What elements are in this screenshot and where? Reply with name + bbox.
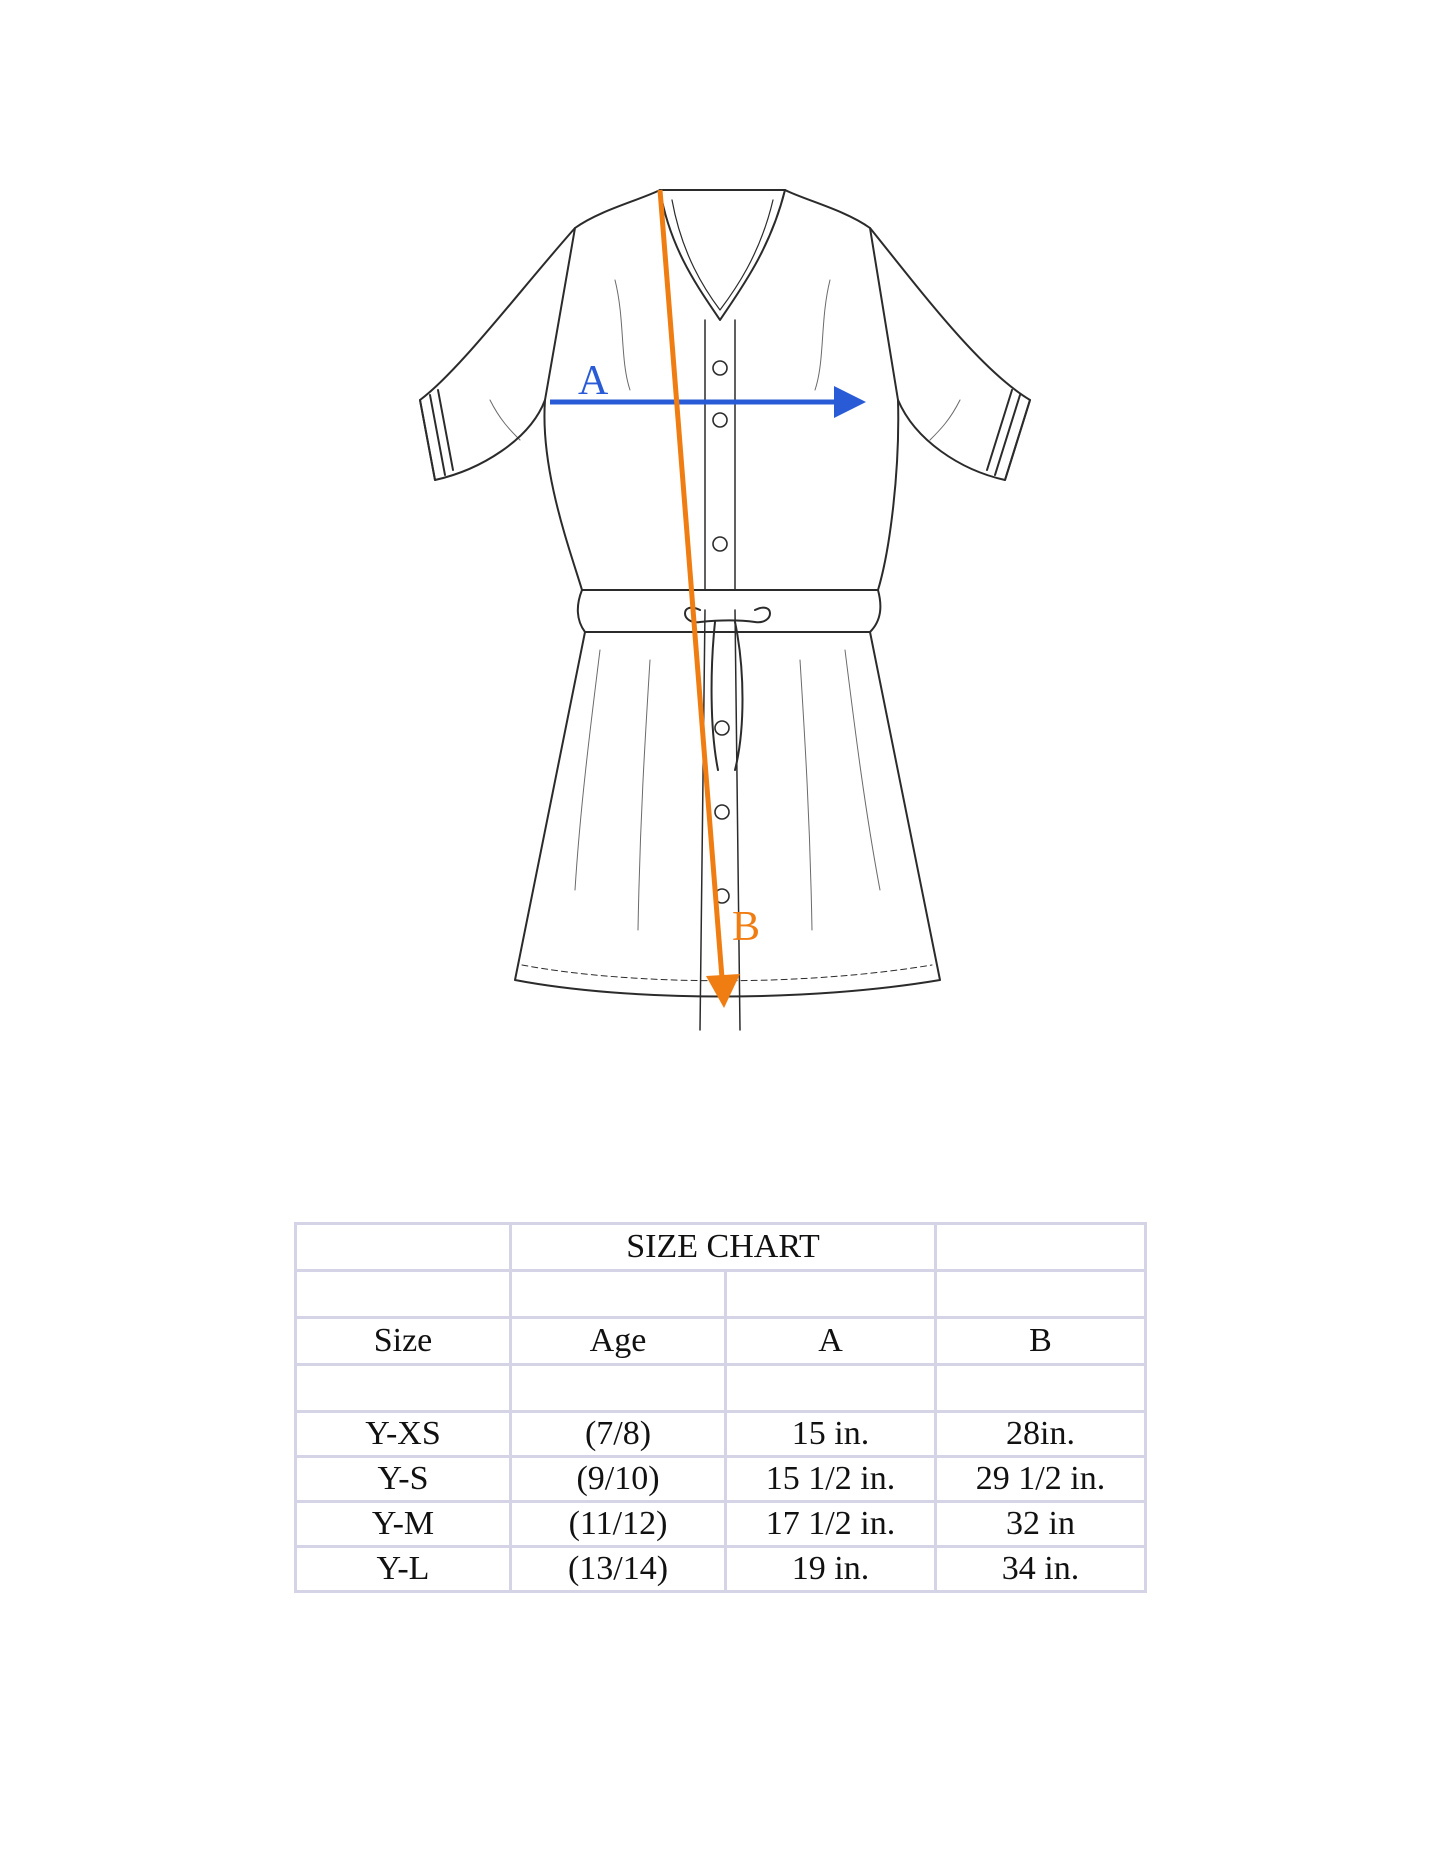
button-3	[713, 537, 727, 551]
dress-outline	[420, 190, 1030, 1030]
cell-b: 29 1/2 in.	[936, 1457, 1146, 1502]
v-neck-trim	[672, 200, 773, 310]
cell-a: 19 in.	[726, 1547, 936, 1592]
table-row	[296, 1412, 1146, 1457]
empty-cell	[726, 1365, 936, 1412]
label-a: A	[578, 358, 609, 404]
cell-b: 28in.	[936, 1412, 1146, 1457]
button-2	[713, 413, 727, 427]
measurement-arrow-b	[660, 190, 760, 1008]
cell-b: 34 in.	[936, 1547, 1146, 1592]
cell-age: (13/14)	[511, 1547, 726, 1592]
size-chart-table	[294, 1222, 1147, 1593]
cell-a: 15 1/2 in.	[726, 1457, 936, 1502]
empty-cell	[296, 1365, 511, 1412]
table-row	[296, 1457, 1146, 1502]
header-age: Age	[511, 1318, 726, 1365]
table-header-row	[296, 1318, 1146, 1365]
empty-cell	[936, 1271, 1146, 1318]
table-row	[296, 1502, 1146, 1547]
cell-size: Y-M	[296, 1502, 511, 1547]
cell-a: 15 in.	[726, 1412, 936, 1457]
table-spacer-row	[296, 1365, 1146, 1412]
arrow-a-head	[834, 386, 866, 418]
cell-age: (7/8)	[511, 1412, 726, 1457]
table-spacer-row	[296, 1271, 1146, 1318]
waistband	[578, 590, 881, 632]
left-sleeve-cuff	[420, 390, 453, 480]
v-neckline	[660, 190, 785, 320]
dress-sketch	[400, 170, 1060, 1040]
empty-cell	[511, 1365, 726, 1412]
cell-size: Y-L	[296, 1547, 511, 1592]
left-sleeve	[420, 228, 575, 480]
cell-age: (9/10)	[511, 1457, 726, 1502]
cell-age: (11/12)	[511, 1502, 726, 1547]
button-4	[715, 721, 729, 735]
empty-cell	[726, 1271, 936, 1318]
header-a: A	[726, 1318, 936, 1365]
button-5	[715, 805, 729, 819]
measurement-arrow-a	[550, 358, 866, 418]
header-size: Size	[296, 1318, 511, 1365]
skirt-outline	[515, 632, 940, 997]
header-b: B	[936, 1318, 1146, 1365]
table-row	[296, 1547, 1146, 1592]
fabric-folds	[490, 280, 960, 930]
cell-a: 17 1/2 in.	[726, 1502, 936, 1547]
cell-size: Y-XS	[296, 1412, 511, 1457]
cell-size: Y-S	[296, 1457, 511, 1502]
button-1	[713, 361, 727, 375]
empty-cell	[511, 1271, 726, 1318]
empty-cell	[296, 1224, 511, 1271]
empty-cell	[296, 1271, 511, 1318]
table-title-row	[296, 1224, 1146, 1271]
empty-cell	[936, 1224, 1146, 1271]
right-sleeve-cuff	[987, 390, 1030, 480]
arrow-b-head	[706, 974, 740, 1008]
cell-b: 32 in	[936, 1502, 1146, 1547]
size-chart-title: SIZE CHART	[511, 1224, 936, 1271]
label-b: B	[732, 904, 761, 950]
empty-cell	[936, 1365, 1146, 1412]
dress-measurement-diagram	[400, 170, 1060, 1040]
